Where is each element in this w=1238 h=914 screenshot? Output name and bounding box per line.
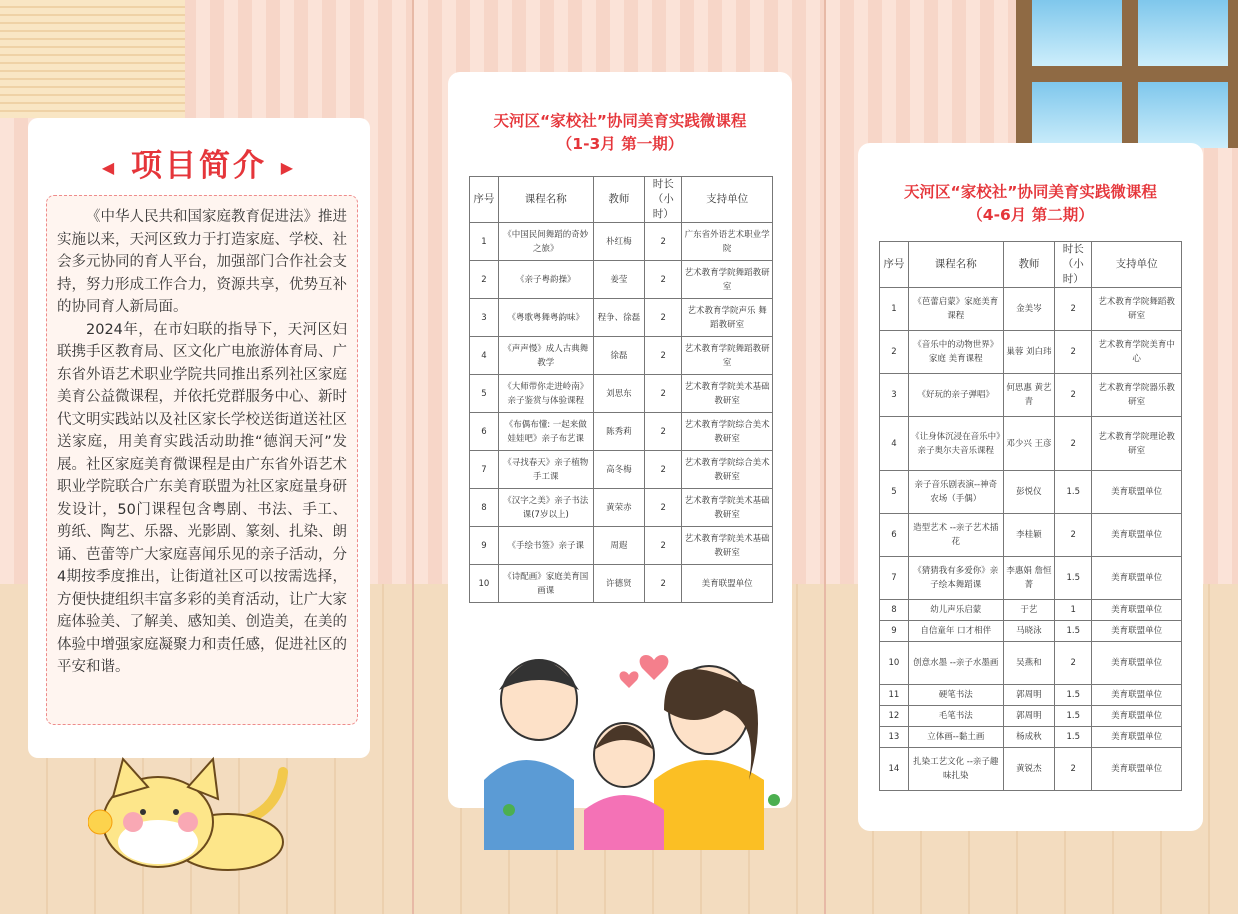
cell-teacher: 许德贤 <box>593 565 645 603</box>
cell-unit: 艺术教育学院舞蹈教研室 <box>682 261 773 299</box>
cell-index: 2 <box>470 261 499 299</box>
cell-duration: 2 <box>1055 331 1092 374</box>
cell-course: 《声声慢》成人古典舞教学 <box>498 337 593 375</box>
table-row <box>470 299 773 337</box>
cell-teacher: 程争、徐磊 <box>593 299 645 337</box>
cell-course: 《中国民间舞蹈的奇妙之旅》 <box>498 223 593 261</box>
window-pane <box>1138 0 1228 66</box>
cell-unit: 广东省外语艺术职业学院 <box>682 223 773 261</box>
cell-duration: 2 <box>1055 748 1092 791</box>
cell-duration: 2 <box>1055 288 1092 331</box>
window-pane <box>1032 0 1122 66</box>
cell-unit: 艺术教育学院舞蹈教研室 <box>682 337 773 375</box>
cell-duration: 2 <box>645 565 682 603</box>
cell-teacher: 金美岑 <box>1003 288 1055 331</box>
cell-index: 7 <box>470 451 499 489</box>
cell-teacher: 郭周明 <box>1003 685 1055 706</box>
cell-teacher: 黄锐杰 <box>1003 748 1055 791</box>
cell-unit: 美育联盟单位 <box>1092 600 1182 621</box>
cell-index: 7 <box>880 557 909 600</box>
cell-unit: 美育联盟单位 <box>1092 706 1182 727</box>
cell-duration: 1.5 <box>1055 706 1092 727</box>
cell-unit: 美育联盟单位 <box>1092 621 1182 642</box>
intro-paragraph: 2024年，在市妇联的指导下，天河区妇联携手区教育局、区文化广电旅游体育局、广东省外语艺术职业学院共同推出系列社区家庭美育公益微课程，并依托党群服务中心、新时代文明实践站以及社区家长学校送街道送社区送家庭，用美育实践活动助推“德润天河”发展。社区家庭美育微课程是由广东省外语艺术职业学院联合广东美育联盟为社区家庭量身研发设计，50门课程包含粤剧、书法、手工、剪纸、陶艺、乐器、光影剧、篆刻、扎染、朗诵、芭蕾等广大家庭喜闻乐见的亲子活动，分4期按季度推出，让街道社区可以按需选择，方便快捷组织丰富多彩的美育活动，让广大家庭体验美、了解美、感知美、创造美，在美的体验中增强家庭凝聚力和责任感，促进社区的平安和谐。 <box>57 321 347 675</box>
cell-course: 扎染工艺文化 --亲子趣味扎染 <box>908 748 1003 791</box>
cell-course: 《芭蕾启蒙》家庭美育课程 <box>908 288 1003 331</box>
cell-index: 14 <box>880 748 909 791</box>
cell-duration: 2 <box>645 223 682 261</box>
cell-index: 9 <box>880 621 909 642</box>
schedule-title-2: 天河区“家校社”协同美育实践微课程 <box>904 183 1157 201</box>
cell-unit: 艺术教育学院声乐 舞蹈教研室 <box>682 299 773 337</box>
table-row <box>880 374 1182 417</box>
cell-course: 《亲子粤韵操》 <box>498 261 593 299</box>
cell-duration: 2 <box>645 261 682 299</box>
cell-index: 6 <box>880 514 909 557</box>
cell-teacher: 马晓泳 <box>1003 621 1055 642</box>
table-row <box>470 337 773 375</box>
cell-course: 造型艺术 --亲子艺术插花 <box>908 514 1003 557</box>
table-row <box>880 331 1182 374</box>
cell-index: 13 <box>880 727 909 748</box>
header-course: 课程名称 <box>498 177 593 223</box>
intro-paragraph: 《中华人民共和国家庭教育促进法》推进实施以来，天河区致力于打造家庭、学校、社会多元协同的育人平台，加强部门合作社会支持，努力形成工作合力，资源共享，优势互补的协同育人新局面。 <box>57 209 347 315</box>
cell-teacher: 朴红梅 <box>593 223 645 261</box>
header-duration: 时长（小时） <box>645 177 682 223</box>
table-row <box>880 685 1182 706</box>
cell-unit: 艺术教育学院综合美术教研室 <box>682 451 773 489</box>
cell-duration: 1.5 <box>1055 621 1092 642</box>
cell-index: 12 <box>880 706 909 727</box>
cell-duration: 1 <box>1055 600 1092 621</box>
intro-title: ◀ 项目简介 ▶ <box>101 148 297 184</box>
cell-unit: 美育联盟单位 <box>1092 642 1182 685</box>
cell-index: 11 <box>880 685 909 706</box>
cell-teacher: 何思惠 黄艺青 <box>1003 374 1055 417</box>
cell-teacher: 徐磊 <box>593 337 645 375</box>
cell-index: 8 <box>470 489 499 527</box>
cell-unit: 艺术教育学院舞蹈教研室 <box>1092 288 1182 331</box>
cell-index: 9 <box>470 527 499 565</box>
cell-teacher: 李桂颖 <box>1003 514 1055 557</box>
cell-course: 《让身体沉浸在音乐中》亲子奥尔夫音乐课程 <box>908 417 1003 471</box>
cell-index: 6 <box>470 413 499 451</box>
schedule-subtitle-2: （4-6月 第二期） <box>967 206 1094 224</box>
cell-teacher: 吴燕和 <box>1003 642 1055 685</box>
cell-course: 硬笔书法 <box>908 685 1003 706</box>
triangle-left-icon: ◀ <box>101 158 118 177</box>
window-blind <box>0 0 185 118</box>
cell-teacher: 邓少兴 王彦 <box>1003 417 1055 471</box>
cell-teacher: 姜莹 <box>593 261 645 299</box>
cell-unit: 艺术教育学院美术基础教研室 <box>682 489 773 527</box>
header-course: 课程名称 <box>908 242 1003 288</box>
cell-teacher: 黄荣赤 <box>593 489 645 527</box>
cell-course: 《布偶布懂: 一起来做娃娃吧》亲子布艺课 <box>498 413 593 451</box>
cell-course: 亲子音乐剧表演--神奇农场（手偶） <box>908 471 1003 514</box>
cell-index: 3 <box>880 374 909 417</box>
schedule-panel-1 <box>414 0 824 914</box>
cell-duration: 2 <box>645 337 682 375</box>
cell-course: 《猜猜我有多爱你》亲子绘本舞蹈课 <box>908 557 1003 600</box>
cell-index: 10 <box>470 565 499 603</box>
schedule-subtitle-1: （1-3月 第一期） <box>556 135 684 153</box>
cell-index: 1 <box>880 288 909 331</box>
header-teacher: 教师 <box>593 177 645 223</box>
cell-unit: 美育联盟单位 <box>1092 727 1182 748</box>
cell-unit: 美育联盟单位 <box>1092 471 1182 514</box>
cell-index: 1 <box>470 223 499 261</box>
cell-teacher: 于艺 <box>1003 600 1055 621</box>
cell-course: 《好玩的亲子弹唱》 <box>908 374 1003 417</box>
cell-course: 立体画--黏土画 <box>908 727 1003 748</box>
course-table-2 <box>879 241 1182 791</box>
header-teacher: 教师 <box>1003 242 1055 288</box>
cell-unit: 艺术教育学院综合美术教研室 <box>682 413 773 451</box>
cell-course: 《汉字之美》亲子书法课(7岁以上) <box>498 489 593 527</box>
table-row <box>470 223 773 261</box>
table-row <box>470 413 773 451</box>
cell-duration: 2 <box>645 527 682 565</box>
cell-unit: 艺术教育学院美术基础教研室 <box>682 527 773 565</box>
cell-course: 《诗配画》家庭美育国画课 <box>498 565 593 603</box>
table-row <box>470 489 773 527</box>
cell-unit: 美育联盟单位 <box>1092 514 1182 557</box>
table-row <box>880 471 1182 514</box>
cell-course: 幼儿声乐启蒙 <box>908 600 1003 621</box>
cell-course: 《手绘书签》亲子课 <box>498 527 593 565</box>
cell-index: 2 <box>880 331 909 374</box>
cell-duration: 2 <box>645 375 682 413</box>
cell-course: 《粤歌粤舞粤韵味》 <box>498 299 593 337</box>
table-row <box>880 557 1182 600</box>
cell-index: 4 <box>470 337 499 375</box>
intro-text-box <box>46 195 358 725</box>
cell-index: 5 <box>470 375 499 413</box>
table-row <box>470 261 773 299</box>
table-row <box>880 600 1182 621</box>
cell-duration: 1.5 <box>1055 471 1092 514</box>
cell-teacher: 巢蓉 刘白玮 <box>1003 331 1055 374</box>
cell-duration: 2 <box>645 489 682 527</box>
cell-teacher: 郭周明 <box>1003 706 1055 727</box>
cell-duration: 2 <box>645 451 682 489</box>
table-row <box>470 451 773 489</box>
header-index: 序号 <box>880 242 909 288</box>
cell-teacher: 彭悦仪 <box>1003 471 1055 514</box>
cell-unit: 美育联盟单位 <box>1092 557 1182 600</box>
cat-illustration <box>88 752 308 872</box>
cell-duration: 2 <box>1055 514 1092 557</box>
triangle-right-icon: ▶ <box>280 158 297 177</box>
cell-unit: 艺术教育学院理论教研室 <box>1092 417 1182 471</box>
cell-unit: 美育联盟单位 <box>682 565 773 603</box>
cell-duration: 2 <box>645 299 682 337</box>
cell-duration: 2 <box>1055 642 1092 685</box>
table-row <box>880 514 1182 557</box>
cell-duration: 2 <box>1055 374 1092 417</box>
cell-course: 毛笔书法 <box>908 706 1003 727</box>
table-row <box>470 527 773 565</box>
schedule-card-2 <box>858 143 1203 831</box>
cell-teacher: 杨成秋 <box>1003 727 1055 748</box>
cell-unit: 艺术教育学院美育中心 <box>1092 331 1182 374</box>
cell-course: 《寻找春天》亲子植物手工课 <box>498 451 593 489</box>
cell-index: 10 <box>880 642 909 685</box>
table-row <box>880 642 1182 685</box>
intro-card <box>28 118 370 758</box>
header-unit: 支持单位 <box>1092 242 1182 288</box>
schedule-panel-2 <box>826 0 1238 914</box>
cell-unit: 美育联盟单位 <box>1092 685 1182 706</box>
cell-teacher: 李惠娟 詹恒菁 <box>1003 557 1055 600</box>
table-row <box>880 748 1182 791</box>
cell-unit: 美育联盟单位 <box>1092 748 1182 791</box>
intro-panel <box>0 0 412 914</box>
cell-duration: 2 <box>1055 417 1092 471</box>
window-pane <box>1138 82 1228 148</box>
cell-unit: 艺术教育学院美术基础教研室 <box>682 375 773 413</box>
course-table-1 <box>469 176 773 603</box>
table-row <box>470 565 773 603</box>
cell-course: 《音乐中的动物世界》家庭 美育课程 <box>908 331 1003 374</box>
header-index: 序号 <box>470 177 499 223</box>
table-row <box>880 288 1182 331</box>
table-row <box>880 621 1182 642</box>
cell-index: 8 <box>880 600 909 621</box>
table-row <box>880 417 1182 471</box>
cell-index: 4 <box>880 417 909 471</box>
window-pane <box>1032 82 1122 148</box>
table-row <box>880 706 1182 727</box>
cell-duration: 2 <box>645 413 682 451</box>
cell-duration: 1.5 <box>1055 685 1092 706</box>
header-duration: 时长（小时） <box>1055 242 1092 288</box>
table-row <box>880 727 1182 748</box>
cell-index: 3 <box>470 299 499 337</box>
cell-teacher: 陈秀莉 <box>593 413 645 451</box>
cell-index: 5 <box>880 471 909 514</box>
cell-course: 《大师带你走进岭南》亲子鉴赏与体验课程 <box>498 375 593 413</box>
cell-course: 自信童年 口才相伴 <box>908 621 1003 642</box>
header-unit: 支持单位 <box>682 177 773 223</box>
window-illustration <box>1016 0 1238 148</box>
family-illustration <box>454 630 794 850</box>
cell-teacher: 周遐 <box>593 527 645 565</box>
cell-course: 创意水墨 --亲子水墨画 <box>908 642 1003 685</box>
cell-teacher: 刘思东 <box>593 375 645 413</box>
cell-teacher: 高冬梅 <box>593 451 645 489</box>
table-row <box>470 375 773 413</box>
cell-duration: 1.5 <box>1055 727 1092 748</box>
cell-unit: 艺术教育学院器乐教研室 <box>1092 374 1182 417</box>
schedule-title-1: 天河区“家校社”协同美育实践微课程 <box>493 112 747 130</box>
cell-duration: 1.5 <box>1055 557 1092 600</box>
